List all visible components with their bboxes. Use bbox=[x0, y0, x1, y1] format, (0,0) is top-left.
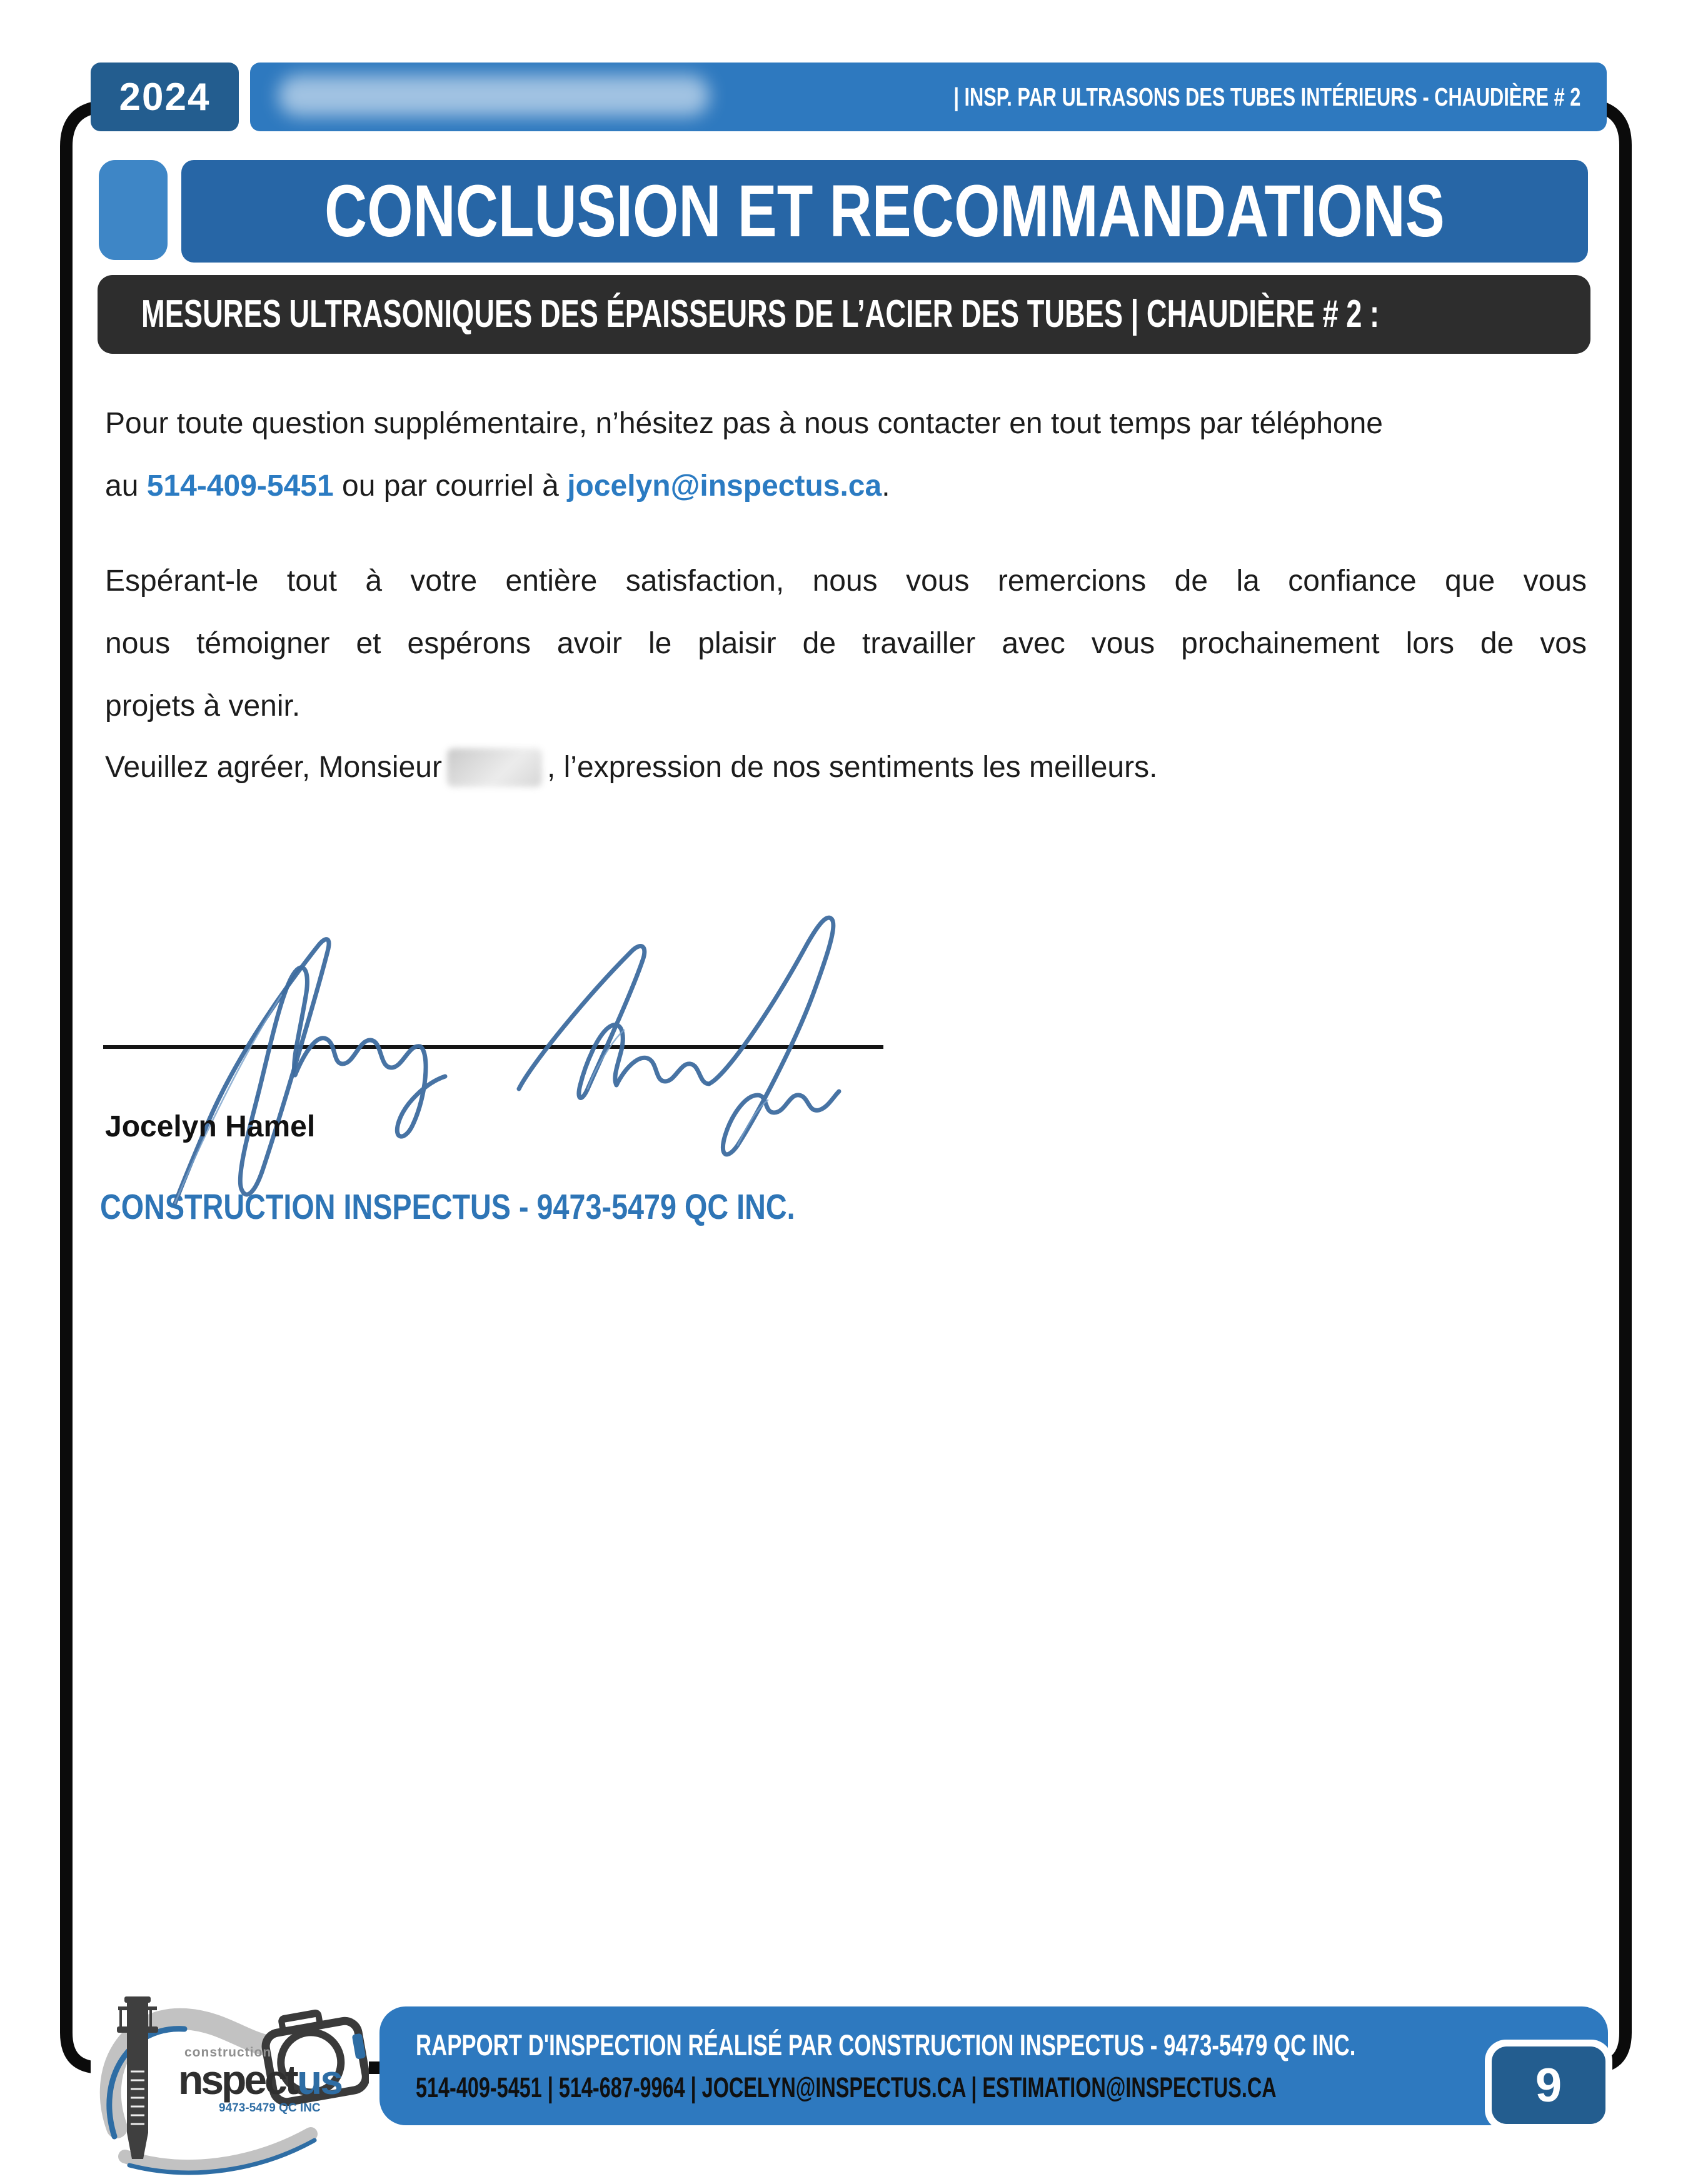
logo-main-label: nspect bbox=[178, 2056, 296, 2103]
email-link[interactable]: jocelyn@inspectus.ca bbox=[567, 469, 882, 503]
page-number-inner bbox=[1492, 2046, 1605, 2124]
paragraph-thanks-line3: projets à venir. bbox=[105, 689, 301, 723]
redacted-recipient-name bbox=[447, 748, 542, 787]
text-run: ou par courriel à bbox=[333, 469, 568, 503]
logo-us-label: us bbox=[297, 2056, 342, 2103]
signature-stroke-4 bbox=[709, 918, 839, 1155]
header-year-label: 2024 bbox=[119, 75, 211, 119]
pole-shaft bbox=[127, 2000, 148, 2133]
signature-stroke-3 bbox=[519, 946, 709, 1098]
paragraph-thanks-line1: Espérant-le tout à votre entière satisfaction, nous vous remercions de la confiance que vous bbox=[105, 564, 1587, 598]
sub-banner-text: MESURES ULTRASONIQUES DES ÉPAISSEURS DE L’ACIER DES TUBES | CHAUDIÈRE # 2 : bbox=[141, 293, 1380, 336]
inspectus-logo-graphic bbox=[91, 1995, 369, 2184]
footer-report-credit: RAPPORT D'INSPECTION RÉALISÉ PAR CONSTRUCTION INSPECTUS - 9473-5479 QC INC. bbox=[416, 2028, 1356, 2061]
page-number-box bbox=[1485, 2040, 1612, 2131]
logo-number-label: 9473-5479 QC INC bbox=[219, 2101, 321, 2115]
header-redacted-client-name bbox=[278, 75, 710, 116]
inspectus-logo bbox=[91, 1995, 369, 2184]
section-title: CONCLUSION ET RECOMMANDATIONS bbox=[324, 170, 1445, 253]
handwritten-signature bbox=[94, 876, 907, 1226]
salutation-suffix: , l’expression de nos sentiments les meilleurs. bbox=[546, 751, 1158, 784]
header-report-title: | INSP. PAR ULTRASONS DES TUBES INTÉRIEURS - CHAUDIÈRE # 2 bbox=[953, 83, 1580, 111]
section-banner bbox=[181, 160, 1588, 263]
footer-contact-info: 514-409-5451 | 514-687-9964 | JOCELYN@INSPECTUS.CA | ESTIMATION@INSPECTUS.CA bbox=[416, 2071, 1277, 2103]
phone-link[interactable]: 514-409-5451 bbox=[146, 469, 334, 503]
paragraph-thanks-line2: nous témoigner et espérons avoir le plaisir de travailler avec vous prochainement lors de vos bbox=[105, 627, 1587, 660]
company-name-line: CONSTRUCTION INSPECTUS - 9473-5479 QC INC. bbox=[100, 1187, 795, 1227]
header-year-box bbox=[91, 63, 239, 131]
sub-banner bbox=[98, 275, 1590, 354]
text-run: au bbox=[105, 469, 147, 503]
pole-ladder-rungs bbox=[131, 2071, 144, 2124]
paragraph-contact bbox=[105, 393, 1587, 518]
paragraph-contact-line1: Pour toute question supplémentaire, n’hésitez pas à nous contacter en tout temps par téléphone bbox=[105, 407, 1383, 440]
paragraph-salutation bbox=[105, 736, 1587, 799]
signatory-name: Jocelyn Hamel bbox=[105, 1110, 316, 1143]
logo-swoosh-grey-bottom bbox=[125, 2134, 311, 2166]
salutation-prefix: Veuillez agréer, Monsieur bbox=[105, 751, 442, 784]
logo-construction-label: construction bbox=[184, 2045, 272, 2060]
text-run: . bbox=[882, 469, 890, 503]
section-banner-accent bbox=[99, 160, 168, 260]
paragraph-thanks bbox=[105, 550, 1587, 738]
paragraph-contact-line2 bbox=[105, 455, 1587, 518]
page-number: 9 bbox=[1535, 2058, 1562, 2112]
footer-bar bbox=[379, 2006, 1608, 2125]
header-bar bbox=[250, 63, 1607, 131]
